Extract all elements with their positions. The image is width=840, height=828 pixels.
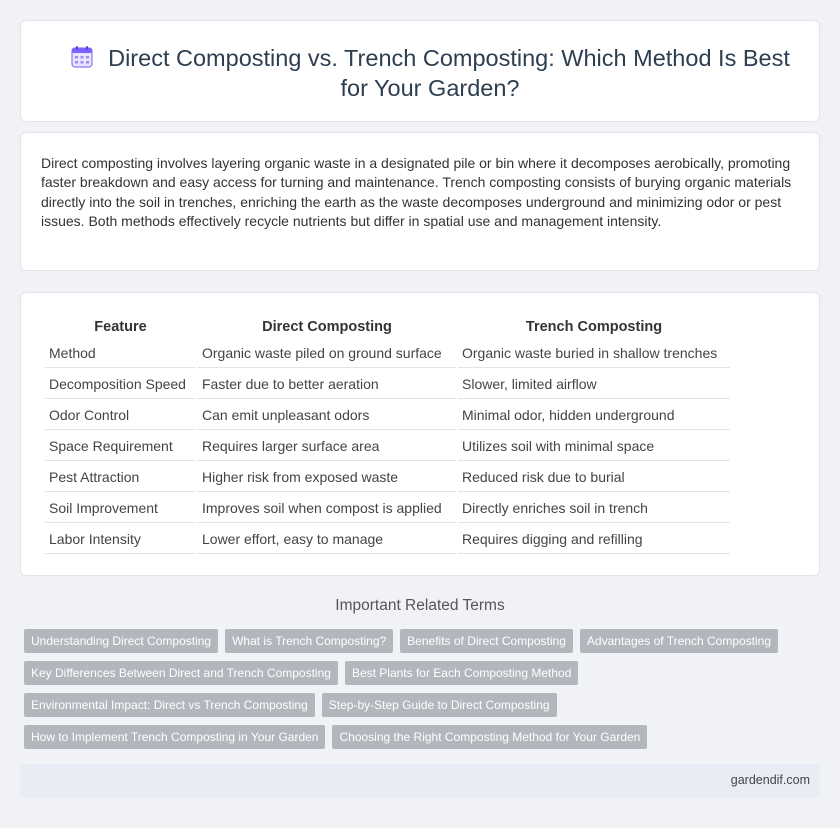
footer [20,764,820,798]
table-cell: Minimal odor, hidden underground [458,401,730,430]
table-cell: Requires larger surface area [198,432,456,461]
table-cell: Pest Attraction [45,463,196,492]
related-terms-heading: Important Related Terms [335,597,505,614]
table-row [45,463,730,492]
table-row [45,525,730,554]
related-tag[interactable]: Environmental Impact: Direct vs Trench Composting [24,693,315,717]
table-cell: Requires digging and refilling [458,525,730,554]
table-cell: Soil Improvement [45,494,196,523]
related-tag[interactable]: Choosing the Right Composting Method for Your Garden [332,725,647,749]
table-row [45,339,730,368]
comparison-table-card [20,292,820,576]
related-tags-row-1 [24,629,778,653]
related-tag[interactable]: Understanding Direct Composting [24,629,218,653]
table-cell: Directly enriches soil in trench [458,494,730,523]
table-cell: Decomposition Speed [45,370,196,399]
related-tags-row-2 [24,661,578,685]
table-cell: Improves soil when compost is applied [198,494,456,523]
table-cell: Organic waste piled on ground surface [198,339,456,368]
column-header-trench: Trench Composting [525,319,663,335]
related-tag[interactable]: Advantages of Trench Composting [580,629,778,653]
calendar-icon [70,45,94,69]
table-cell: Reduced risk due to burial [458,463,730,492]
table-cell: Higher risk from exposed waste [198,463,456,492]
related-tag[interactable]: Benefits of Direct Composting [400,629,573,653]
footer-site-link[interactable]: gardendif.com [730,773,810,787]
table-cell: Method [45,339,196,368]
intro-card [20,132,820,271]
table-header-row [45,317,730,337]
page-title-text: Direct Composting vs. Trench Composting: Which Method Is Best for Your Garden? [108,45,790,101]
header-card [20,20,820,122]
related-tag[interactable]: What is Trench Composting? [225,629,393,653]
table-row [45,494,730,523]
related-tag[interactable]: Key Differences Between Direct and Trench Composting [24,661,338,685]
column-header-feature: Feature [94,319,147,335]
table-cell: Space Requirement [45,432,196,461]
table-cell: Odor Control [45,401,196,430]
table-cell: Faster due to better aeration [198,370,456,399]
related-tag[interactable]: Best Plants for Each Composting Method [345,661,578,685]
page-title [61,43,799,103]
table-cell: Labor Intensity [45,525,196,554]
table-cell: Organic waste buried in shallow trenches [458,339,730,368]
related-tag[interactable]: Step-by-Step Guide to Direct Composting [322,693,557,717]
table-cell: Can emit unpleasant odors [198,401,456,430]
table-row [45,370,730,399]
related-tags-row-4 [24,725,647,749]
intro-paragraph: Direct composting involves layering organic waste in a designated pile or bin where it decomposes aerobically, promoting faster breakdown and easy access for turning and maintenance. Trench composting consists of burying organic materials directly into the soil in trenches, enriching the earth as the waste decomposes underground and minimizing odor or pest issues. Both methods effectively recycle nutrients but differ in spatial use and management intensity. [41,155,792,230]
column-header-direct: Direct Composting [262,319,392,335]
table-row [45,401,730,430]
related-tag[interactable]: How to Implement Trench Composting in Your Garden [24,725,325,749]
table-cell: Slower, limited airflow [458,370,730,399]
table-row [45,432,730,461]
table-cell: Utilizes soil with minimal space [458,432,730,461]
comparison-table [43,315,732,556]
table-cell: Lower effort, easy to manage [198,525,456,554]
related-tags-row-3 [24,693,557,717]
